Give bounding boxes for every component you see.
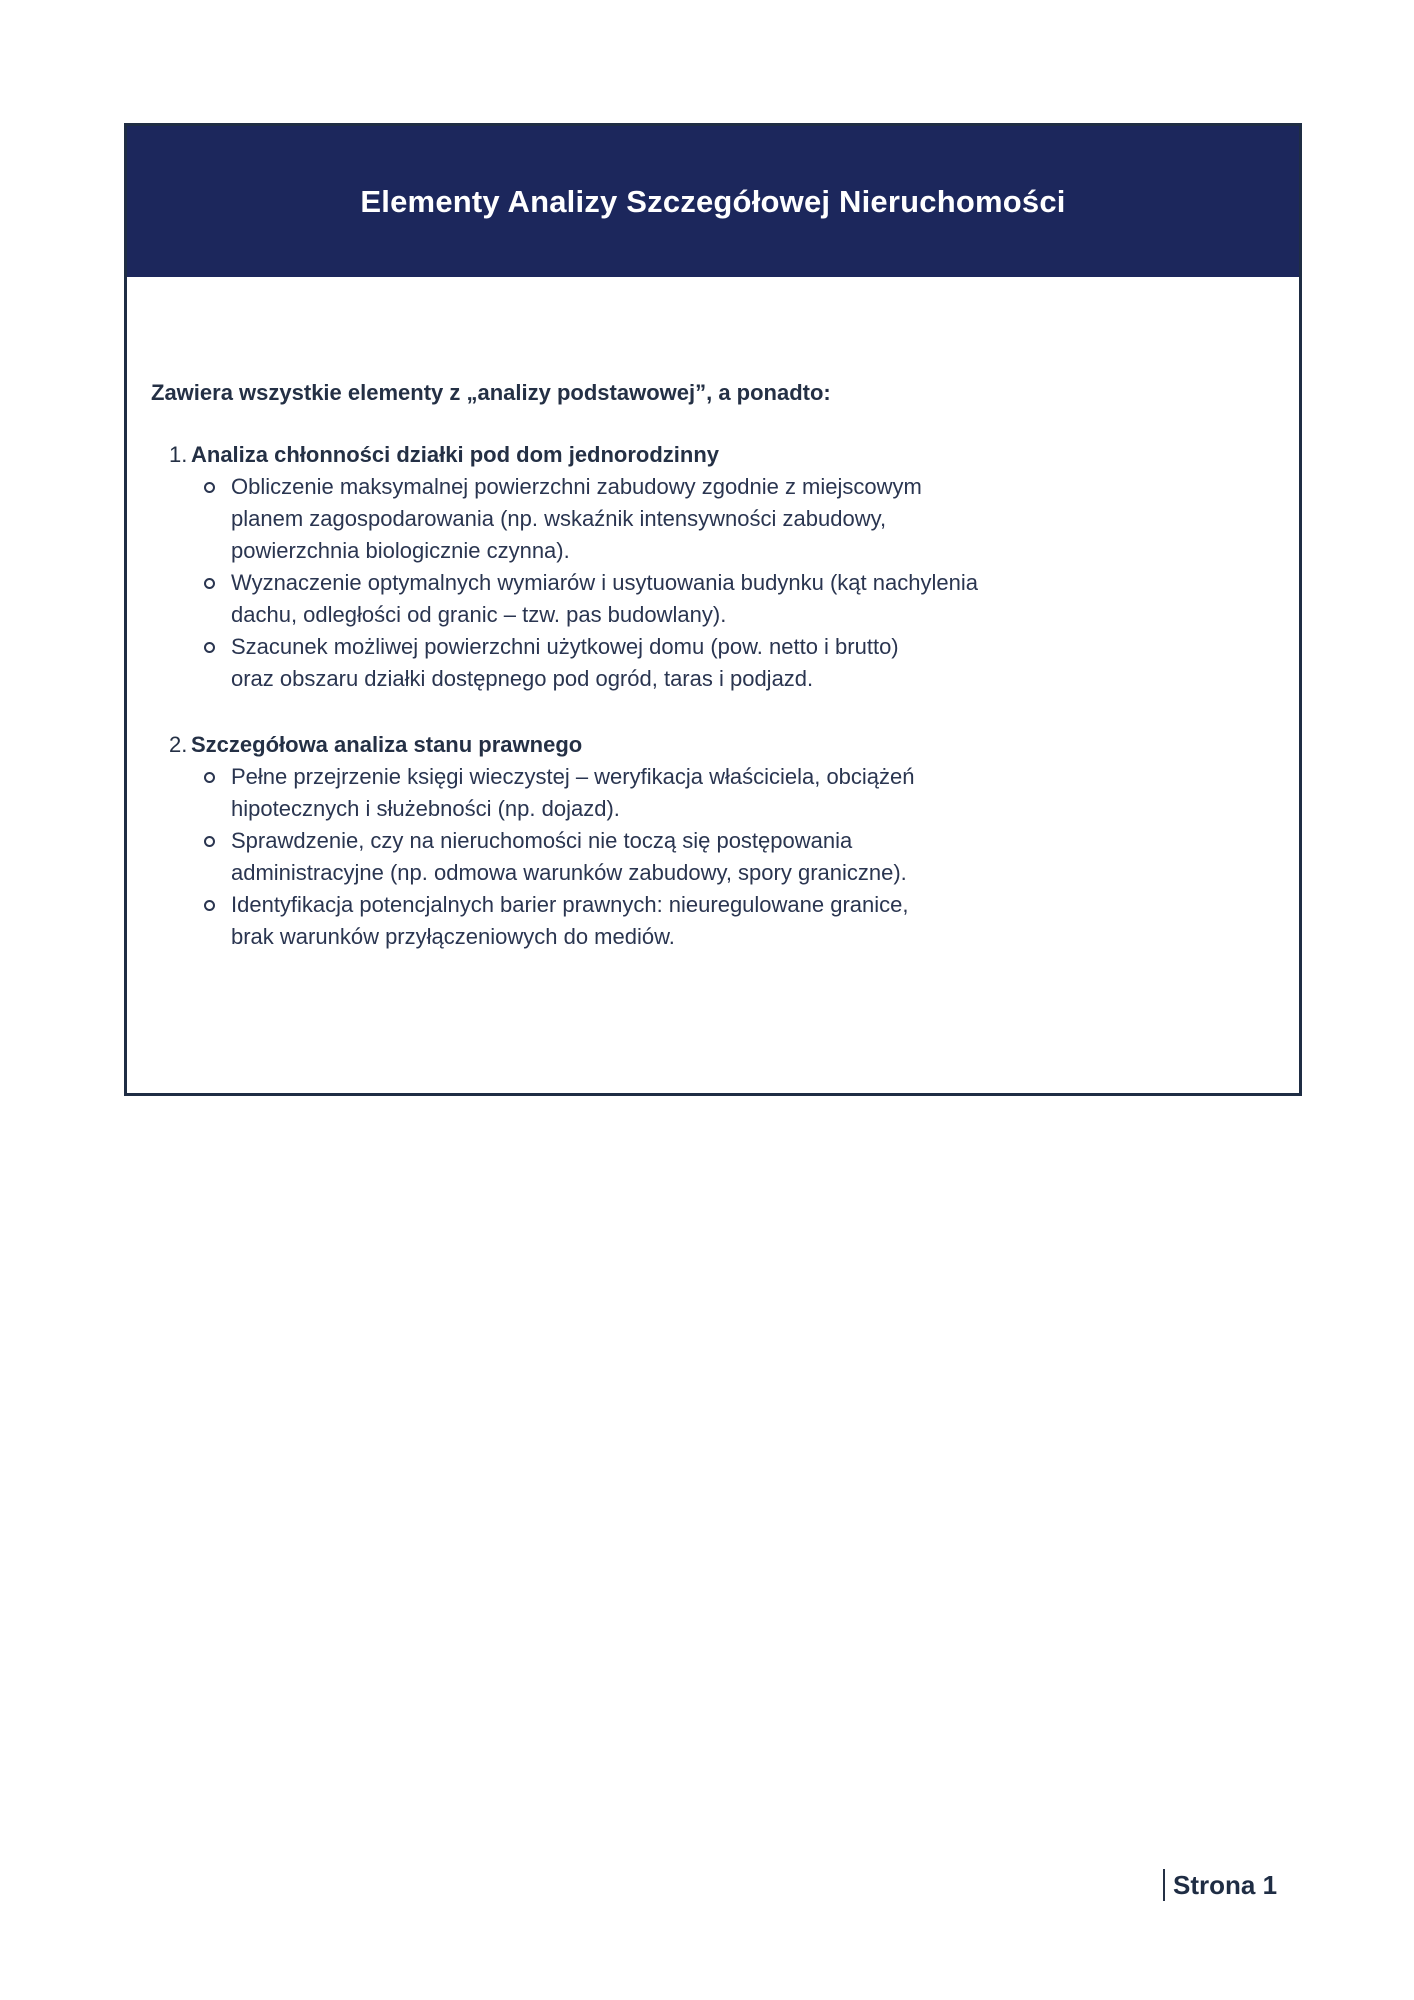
- list-item-line: administracyjne (np. odmowa warunków zabudowy, spory graniczne).: [231, 860, 907, 885]
- list-item-line: Identyfikacja potencjalnych barier prawnych: nieuregulowane granice,: [231, 892, 909, 917]
- footer-divider: [1163, 1869, 1165, 1901]
- list-item-line: Obliczenie maksymalnej powierzchni zabudowy zgodnie z miejscowym: [231, 474, 922, 499]
- circle-bullet-icon: [204, 482, 215, 493]
- list-item-line: Wyznaczenie optymalnych wymiarów i usytuowania budynku (kąt nachylenia: [231, 570, 978, 595]
- circle-bullet-icon: [204, 836, 215, 847]
- section-number: 1.: [169, 442, 188, 467]
- card-title: Elementy Analizy Szczegółowej Nieruchomości: [360, 183, 1066, 219]
- section-heading: [127, 439, 1227, 471]
- list-item-line: planem zagospodarowania (np. wskaźnik intensywności zabudowy,: [231, 506, 887, 531]
- list-item: [127, 889, 1227, 953]
- list-item-line: dachu, odległości od granic – tzw. pas budowlany).: [231, 602, 727, 627]
- section-number: 2.: [169, 732, 188, 757]
- list-item-line: Szacunek możliwej powierzchni użytkowej domu (pow. netto i brutto): [231, 634, 899, 659]
- section-heading: [127, 729, 1227, 761]
- page-number: Strona 1: [1173, 1869, 1278, 1900]
- list-item-line: Sprawdzenie, czy na nieruchomości nie toczą się postępowania: [231, 828, 853, 853]
- list-item: [127, 825, 1227, 889]
- circle-bullet-icon: [204, 578, 215, 589]
- circle-bullet-icon: [204, 642, 215, 653]
- list-item-line: Pełne przejrzenie księgi wieczystej – weryfikacja właściciela, obciążeń: [231, 764, 915, 789]
- section-stan-prawny: [127, 729, 1227, 953]
- intro-text: Zawiera wszystkie elementy z „analizy podstawowej”, a ponadto:: [151, 380, 831, 405]
- list-item: [127, 471, 1227, 567]
- card-header: [127, 126, 1299, 277]
- list-item-line: hipotecznych i służebności (np. dojazd).: [231, 796, 620, 821]
- list-item-line: oraz obszaru działki dostępnego pod ogród, taras i podjazd.: [231, 666, 814, 691]
- list-item: [127, 761, 1227, 825]
- section-title: Analiza chłonności działki pod dom jednorodzinny: [191, 442, 720, 467]
- section-chlonnosc: [127, 439, 1227, 695]
- page-footer: [1163, 1868, 1277, 1902]
- circle-bullet-icon: [204, 772, 215, 783]
- bullet-list: [127, 471, 1227, 695]
- bullet-list: [127, 761, 1227, 953]
- list-item: [127, 631, 1227, 695]
- list-item-line: brak warunków przyłączeniowych do mediów.: [231, 924, 675, 949]
- circle-bullet-icon: [204, 900, 215, 911]
- section-title: Szczegółowa analiza stanu prawnego: [191, 732, 583, 757]
- list-item-line: powierzchnia biologicznie czynna).: [231, 538, 570, 563]
- content-card: [124, 123, 1302, 1096]
- list-item: [127, 567, 1227, 631]
